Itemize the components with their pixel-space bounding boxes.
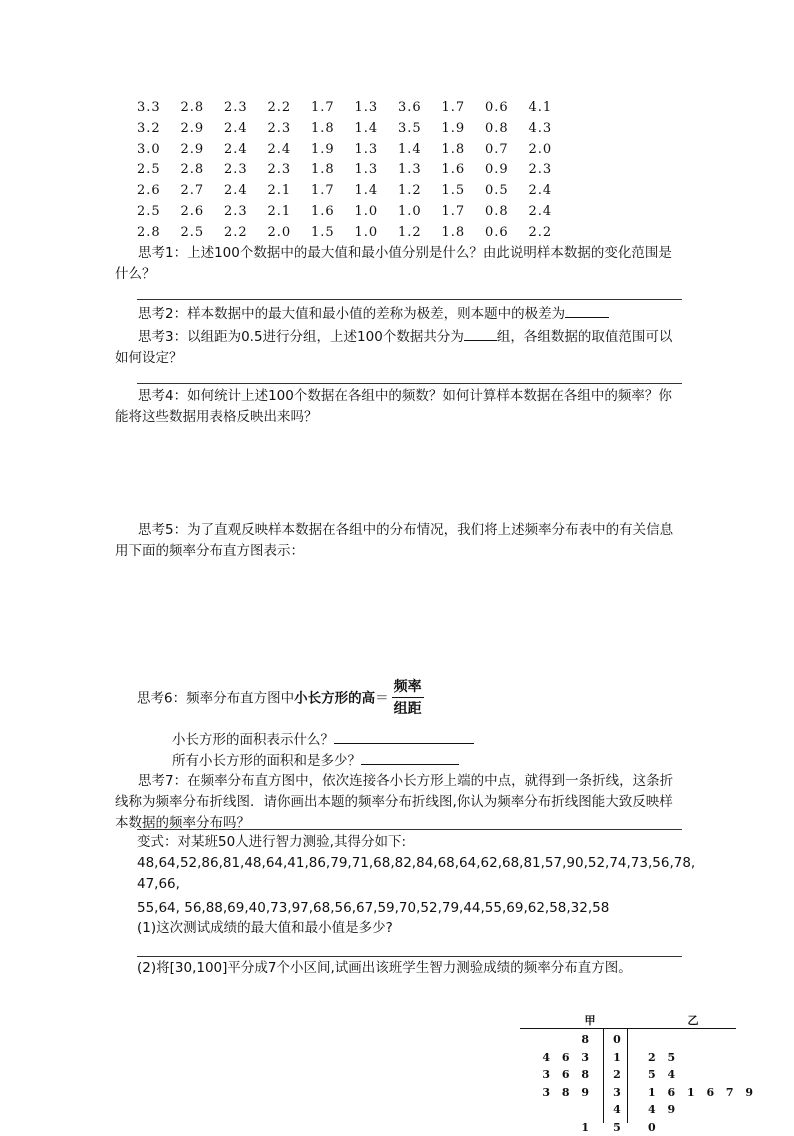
data-cell: 1.4 [398, 141, 422, 157]
answer-blank-groups [464, 326, 497, 341]
fraction-denominator: 组距 [393, 701, 422, 717]
data-cell: 2.0 [267, 224, 292, 240]
data-cell: 3.3 [137, 100, 161, 115]
question-6 [137, 678, 707, 720]
stem-leaf-stem: 4 [613, 1103, 621, 1116]
fraction [392, 678, 424, 719]
stem-leaf-row [520, 1084, 758, 1101]
data-cell: 2.4 [528, 183, 553, 199]
data-cell: 3.0 [137, 141, 161, 157]
data-cell: 1.2 [398, 224, 422, 240]
data-cell: 4.3 [528, 120, 553, 136]
data-cell: 1.6 [441, 162, 466, 178]
data-cell: 1.0 [398, 203, 422, 219]
answer-blank-range [565, 303, 609, 318]
stem-leaf-row [520, 1049, 738, 1066]
stem-leaf-row [520, 1031, 738, 1048]
data-cell: 2.1 [267, 183, 292, 199]
variant-data-1: 48,64,52,86,81,48,64,41,86,79,71,68,82,84,68,64,62,68,81,57,90,52,74,73,56,78,47,66, [137, 855, 696, 892]
question-3-text-b: 组，各组数据的取值范围可以如何设定？ [115, 329, 673, 366]
data-row [137, 140, 572, 161]
variant-data-2: 55,64, 56,88,69,40,73,97,68,56,67,59,70,52,79,44,55,69,62,58,32,58 [137, 900, 610, 916]
data-cell: 2.2 [267, 100, 292, 115]
stem-leaf-left-leaves: 4 6 3 [542, 1050, 593, 1064]
question-4: 思考4：如何统计上述100个数据在各组中的频数？如何计算样本数据在各组中的频率？你能将这些数据用表格反映出来吗？ [115, 388, 672, 425]
data-cell: 2.5 [137, 162, 161, 178]
question-6-bold: 小长方形的高 [294, 690, 376, 707]
data-cell: 0.5 [485, 183, 509, 199]
data-cell: 2.9 [180, 120, 205, 136]
stem-leaf-stem: 1 [613, 1050, 621, 1064]
stem-leaf-left-leaves: 3 8 9 [542, 1085, 593, 1099]
data-row [137, 119, 572, 140]
stem-leaf-right-header: 乙 [687, 1014, 699, 1027]
stem-leaf-right-leaves: 2 5 [648, 1050, 680, 1064]
data-cell: 2.4 [224, 120, 248, 136]
variant-question-2: (2)将[30,100]平分成7个小区间,试画出该班学生智力测验成绩的频率分布直方图。 [137, 960, 632, 976]
stem-leaf-right-leaves: 0 [648, 1120, 660, 1134]
question-5: 思考5：为了直观反映样本数据在各组中的分布情况，我们将上述频率分布表中的有关信息用下面的频率分布直方图表示： [115, 522, 674, 559]
data-row [137, 98, 572, 119]
data-cell: 1.4 [354, 183, 379, 199]
data-table [137, 98, 572, 244]
data-cell: 1.2 [398, 183, 422, 199]
question-6-sub-2-text: 所有小长方形的面积和是多少？ [172, 753, 361, 769]
data-row [137, 202, 572, 223]
fraction-numerator: 频率 [392, 678, 424, 698]
stem-leaf-stem: 5 [613, 1120, 621, 1134]
stem-leaf-right-leaves: 5 4 [648, 1068, 680, 1081]
data-cell: 0.9 [485, 162, 509, 178]
data-cell: 4.1 [528, 100, 553, 115]
data-cell: 2.4 [267, 141, 292, 157]
question-6-sub-2 [172, 750, 742, 772]
data-cell: 0.7 [485, 141, 509, 157]
stem-leaf-right-leaves: 1 6 1 6 7 9 [648, 1085, 758, 1099]
stem-leaf-stem: 3 [613, 1085, 621, 1099]
stem-leaf-plot [520, 1014, 758, 1134]
question-6-sub-1-text: 小长方形的面积表示什么？ [172, 732, 334, 748]
data-cell: 2.1 [267, 203, 292, 219]
data-cell: 2.9 [180, 141, 205, 157]
data-row [137, 160, 572, 181]
answer-line-1 [137, 299, 682, 300]
data-cell: 0.8 [485, 120, 509, 136]
data-cell: 1.0 [354, 203, 379, 219]
data-cell: 2.3 [224, 162, 248, 178]
data-cell: 3.2 [137, 120, 161, 136]
data-cell: 1.3 [354, 162, 379, 178]
data-row [137, 223, 572, 244]
answer-line-3 [137, 383, 682, 384]
data-cell: 2.8 [180, 100, 205, 115]
data-cell: 2.4 [224, 183, 248, 199]
answer-line-variant-1 [137, 956, 682, 957]
stem-leaf-right-leaves: 4 9 [648, 1103, 680, 1116]
data-cell: 2.2 [528, 224, 553, 240]
data-cell: 2.6 [180, 203, 205, 219]
data-cell: 1.3 [354, 100, 379, 115]
data-cell: 3.5 [398, 120, 422, 136]
question-6-prefix: 思考6：频率分布直方图中 [137, 690, 295, 707]
data-cell: 1.9 [311, 141, 335, 157]
data-cell: 1.4 [354, 120, 379, 136]
data-cell: 2.0 [528, 141, 553, 157]
stem-leaf-left-leaves: 1 [581, 1120, 593, 1134]
data-cell: 1.3 [354, 141, 379, 157]
data-cell: 2.8 [180, 162, 205, 178]
data-cell: 1.8 [441, 141, 466, 157]
data-cell: 1.9 [441, 120, 466, 136]
data-cell: 0.6 [485, 100, 509, 115]
data-cell: 1.5 [311, 224, 335, 240]
question-2-text: 思考2：样本数据中的最大值和最小值的差称为极差，则本题中的极差为 [138, 306, 566, 322]
question-3-text-a: 思考3：以组距为0.5进行分组，上述100个数据共分为 [138, 329, 464, 345]
stem-leaf-left-leaves: 3 6 8 [542, 1068, 593, 1081]
data-cell: 1.7 [311, 100, 335, 115]
stem-leaf-stem: 2 [613, 1068, 621, 1081]
question-3 [115, 326, 685, 369]
equals-sign: ＝ [375, 690, 389, 707]
data-cell: 1.8 [311, 120, 335, 136]
data-cell: 3.6 [398, 100, 422, 115]
answer-blank-sum [361, 750, 459, 765]
stem-leaf-row [520, 1101, 738, 1118]
answer-blank-area [334, 729, 474, 744]
data-cell: 0.6 [485, 224, 509, 240]
data-cell: 1.5 [441, 183, 466, 199]
data-cell: 2.2 [224, 224, 248, 240]
question-2 [115, 303, 685, 325]
data-cell: 2.4 [528, 203, 553, 219]
question-1: 思考1：上述100个数据中的最大值和最小值分别是什么？由此说明样本数据的变化范围是什么？ [115, 245, 672, 282]
stem-leaf-row [520, 1119, 738, 1136]
variant-question-1: (1)这次测试成绩的最大值和最小值是多少? [137, 920, 393, 936]
stem-leaf-row [520, 1066, 738, 1083]
data-cell: 1.0 [354, 224, 379, 240]
data-cell: 1.8 [441, 224, 466, 240]
data-cell: 2.6 [137, 183, 161, 199]
data-cell: 1.6 [311, 203, 335, 219]
question-6-sub-1 [172, 729, 742, 751]
data-cell: 1.7 [441, 100, 466, 115]
stem-leaf-left-header: 甲 [584, 1014, 596, 1027]
data-cell: 2.3 [224, 203, 248, 219]
data-cell: 1.8 [311, 162, 335, 178]
data-cell: 2.4 [224, 141, 248, 157]
data-cell: 2.3 [224, 100, 248, 115]
data-cell: 2.3 [267, 120, 292, 136]
data-cell: 2.7 [180, 183, 205, 199]
data-cell: 2.5 [137, 203, 161, 219]
data-cell: 2.3 [528, 162, 553, 178]
answer-line-7 [137, 829, 682, 830]
data-cell: 2.8 [137, 224, 161, 240]
stem-leaf-left-leaves: 8 [581, 1033, 593, 1046]
data-cell: 1.7 [441, 203, 466, 219]
data-cell: 1.3 [398, 162, 422, 178]
stem-leaf-stem: 0 [613, 1033, 621, 1046]
data-cell: 2.3 [267, 162, 292, 178]
stem-leaf-header-line [520, 1028, 736, 1029]
question-7: 思考7：在频率分布直方图中，依次连接各小长方形上端的中点，就得到一条折线，这条折线称为频率分布折线图．请你画出本题的频率分布折线图,你认为频率分布折线图能大致反映样本数据的频率分布吗？ [115, 773, 674, 831]
variant-title: 变式：对某班50人进行智力测验,其得分如下: [137, 834, 407, 850]
data-cell: 2.5 [180, 224, 205, 240]
data-cell: 0.8 [485, 203, 509, 219]
data-row [137, 181, 572, 202]
data-cell: 1.7 [311, 183, 335, 199]
